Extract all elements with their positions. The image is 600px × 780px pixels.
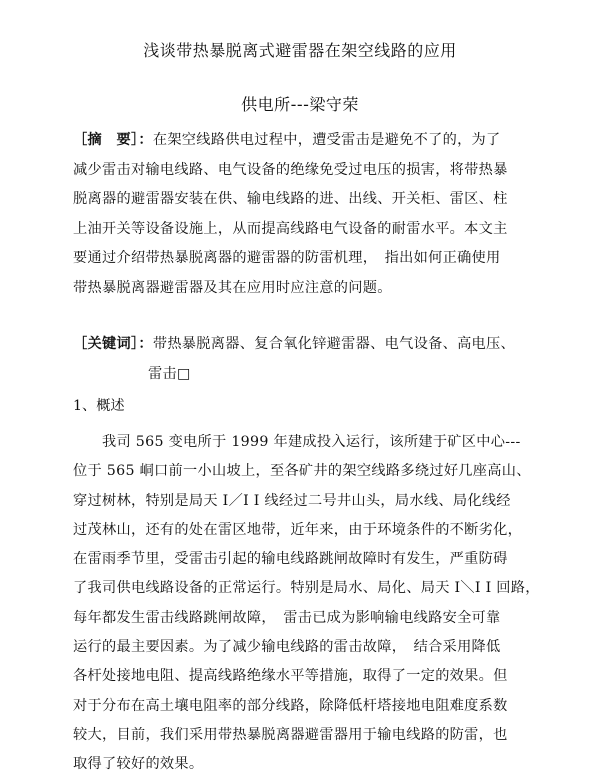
section-heading: 1、概述	[73, 398, 125, 414]
body-line: 在雷雨季节里，受雷击引起的输电线路跳闸故障时有发生，严重防碍	[73, 551, 508, 568]
abstract-line: 要通过介绍带热暴脱离器的避雷器的防雷机理， 指出如何正确使用	[73, 250, 501, 266]
body-line: 了我司供电线路设备的正常运行。特别是局水、局化、局天 I＼I I 回路，	[73, 580, 540, 597]
body-line: 每年都发生雷击线路跳闸故障， 雷击已成为影响输电线路安全可靠	[73, 609, 501, 626]
abstract-line: 带热暴脱离器避雷器及其在应用时应注意的问题。	[73, 279, 392, 296]
abstract-line: 脱离器的避雷器安装在供、输电线路的进、出线、开关柜、雷区、柱	[73, 191, 508, 207]
document-title: 浅谈带热暴脱离式避雷器在架空线路的应用	[143, 41, 457, 60]
body-line: 运行的最主要因素。为了减少输电线路的雷击故障， 结合采用降低	[73, 639, 501, 656]
body-line: 对于分布在高土壤电阻率的部分线路，除降低杆塔接地电阻难度系数	[73, 697, 508, 714]
abstract-line: 在架空线路供电过程中，遭受雷击是避免不了的，为了	[152, 132, 501, 148]
keywords-label: ［关键词］：	[73, 336, 153, 352]
body-line: 各杆处接地电阻、提高线路绝缘水平等措施，取得了一定的效果。但	[73, 668, 508, 685]
document-author: 供电所---梁守荣	[241, 95, 359, 114]
body-line: 取得了较好的效果。	[73, 756, 204, 773]
body-line: 穿过树林，特别是局天 I／I I 线经过二号井山头，局水线、局化线经	[73, 492, 511, 509]
body-line: 过茂林山，还有的处在雷区地带，近年来，由于环境条件的不断劣化，	[73, 521, 523, 538]
section-body	[73, 428, 543, 780]
abstract-line: 减少雷击对输电线路、电气设备的绝缘免受过电压的损害，将带热暴	[73, 161, 508, 178]
abstract-block	[73, 126, 535, 303]
keywords-line: 带热暴脱离器、复合氧化锌避雷器、电气设备、高电压、	[152, 336, 516, 352]
abstract-line: 上油开关等设备设施上，从而提高线路电气设备的耐雷水平。本文主	[73, 220, 508, 237]
body-line: 我司 565 变电所于 1999 年建成投入运行，该所建于矿区中心---	[102, 434, 521, 450]
body-line: 位于 565 峒口前一小山坡上，至各矿井的架空线路多绕过好几座高山、	[73, 463, 531, 480]
keywords-line: 雷击□	[148, 365, 191, 382]
abstract-label: ［摘 要］：	[73, 132, 153, 148]
body-line: 较大，目前，我们采用带热暴脱离器避雷器用于输电线路的防雷，也	[73, 726, 508, 743]
keywords-block	[73, 330, 543, 389]
